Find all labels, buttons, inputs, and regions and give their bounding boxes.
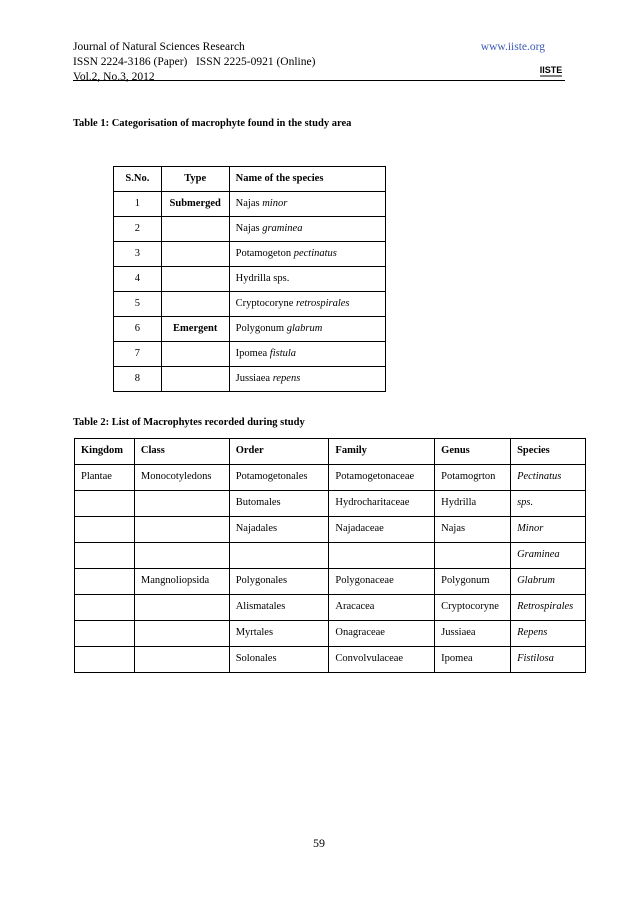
table2-kingdom-cell — [75, 569, 135, 595]
table1-type-cell — [161, 242, 229, 267]
header-divider — [73, 80, 565, 81]
table1-sno-cell: 7 — [114, 342, 162, 367]
table1-row — [114, 317, 386, 342]
table2-class-cell — [134, 621, 229, 647]
table1-row — [114, 292, 386, 317]
table2-genus-cell: Najas — [435, 517, 511, 543]
table1-header-type: Type — [161, 167, 229, 192]
table2-header-family: Family — [329, 439, 435, 465]
table1-species-cell — [229, 292, 385, 317]
table2-species-cell: Minor — [511, 517, 586, 543]
table2-family-cell: Polygonaceae — [329, 569, 435, 595]
table2-family-cell: Hydrocharitaceae — [329, 491, 435, 517]
table2-species-cell: Glabrum — [511, 569, 586, 595]
table2-header-species: Species — [511, 439, 586, 465]
table2-order-cell: Alismatales — [229, 595, 329, 621]
table1-type-cell: Emergent — [161, 317, 229, 342]
table2-row — [75, 465, 586, 491]
table1-sno-cell: 3 — [114, 242, 162, 267]
table2-row — [75, 569, 586, 595]
page-number: 59 — [313, 836, 325, 850]
table2-order-cell: Najadales — [229, 517, 329, 543]
species-epithet: pectinatus — [293, 248, 337, 259]
table2-macrophyte-taxonomy — [74, 438, 586, 673]
table2-header-kingdom: Kingdom — [75, 439, 135, 465]
species-genus: Najas — [235, 198, 263, 209]
table2-family-cell: Aracacea — [329, 595, 435, 621]
table2-row — [75, 621, 586, 647]
table1-type-cell — [161, 292, 229, 317]
table2-family-cell — [329, 543, 435, 569]
table2-row — [75, 543, 586, 569]
table2-kingdom-cell — [75, 621, 135, 647]
table1-header-sno: S.No. — [114, 167, 162, 192]
table2-kingdom-cell — [75, 517, 135, 543]
journal-url-link[interactable]: www.iiste.org — [480, 41, 545, 53]
species-genus: Cryptocoryne — [235, 298, 297, 309]
table2-species-cell: Pectinatus — [511, 465, 586, 491]
table2-kingdom-cell — [75, 491, 135, 517]
table2-order-cell — [229, 543, 329, 569]
table2-class-cell — [134, 517, 229, 543]
species-genus: Ipomea — [235, 348, 270, 359]
species-genus: Najas — [235, 223, 263, 234]
table1-header-row — [114, 167, 386, 192]
table2-genus-cell: Cryptocoryne — [435, 595, 511, 621]
table2-genus-cell: Polygonum — [435, 569, 511, 595]
table2-class-cell: Mangnoliopsida — [134, 569, 229, 595]
table1-species-cell — [229, 342, 385, 367]
species-genus: Jussiaea — [235, 373, 273, 384]
logo-text: IISTE — [539, 65, 563, 75]
table1-row — [114, 367, 386, 392]
table2-family-cell: Potamogetonaceae — [329, 465, 435, 491]
table2-caption: Table 2: List of Macrophytes recorded during study — [73, 417, 305, 428]
table1-type-cell — [161, 267, 229, 292]
table2-genus-cell — [435, 543, 511, 569]
table1-sno-cell: 1 — [114, 192, 162, 217]
species-epithet: minor — [262, 198, 288, 209]
table2-species-cell: Graminea — [511, 543, 586, 569]
species-genus: Polygonum — [235, 323, 287, 334]
table2-class-cell — [134, 595, 229, 621]
table2-species-cell: Fistilosa — [511, 647, 586, 673]
table2-header-class: Class — [134, 439, 229, 465]
table2-class-cell — [134, 543, 229, 569]
table1-row — [114, 217, 386, 242]
table2-genus-cell: Potamogrton — [435, 465, 511, 491]
table2-family-cell: Najadaceae — [329, 517, 435, 543]
table1-row — [114, 192, 386, 217]
table2-kingdom-cell — [75, 543, 135, 569]
table2-order-cell: Polygonales — [229, 569, 329, 595]
volume-line: Vol.2, No.3, 2012 — [73, 71, 155, 83]
table2-genus-cell: Ipomea — [435, 647, 511, 673]
table2-row — [75, 595, 586, 621]
table2-order-cell: Solonales — [229, 647, 329, 673]
table2-species-cell: Repens — [511, 621, 586, 647]
table2-header-order: Order — [229, 439, 329, 465]
iiste-logo — [539, 59, 563, 77]
table2-kingdom-cell — [75, 647, 135, 673]
species-epithet: graminea — [262, 223, 303, 234]
table2-header-genus: Genus — [435, 439, 511, 465]
table1-sno-cell: 4 — [114, 267, 162, 292]
table1-row — [114, 242, 386, 267]
running-header — [73, 40, 568, 85]
table2-row — [75, 647, 586, 673]
table1-type-cell — [161, 367, 229, 392]
journal-name: Journal of Natural Sciences Research — [73, 41, 245, 53]
table1-type-cell — [161, 217, 229, 242]
table1-sno-cell: 8 — [114, 367, 162, 392]
table1-species-cell — [229, 367, 385, 392]
table2-row — [75, 517, 586, 543]
table2-order-cell: Potamogetonales — [229, 465, 329, 491]
issn-line: ISSN 2224-3186 (Paper) ISSN 2225-0921 (Online) — [73, 56, 316, 68]
table1-caption: Table 1: Categorisation of macrophyte found in the study area — [73, 118, 352, 129]
species-epithet: fistula — [269, 348, 297, 359]
table2-kingdom-cell: Plantae — [75, 465, 135, 491]
species-epithet: glabrum — [286, 323, 323, 334]
table2-species-cell: sps. — [511, 491, 586, 517]
table2-kingdom-cell — [75, 595, 135, 621]
table2-class-cell: Monocotyledons — [134, 465, 229, 491]
table1-row — [114, 342, 386, 367]
table2-family-cell: Convolvulaceae — [329, 647, 435, 673]
table1-species-cell — [229, 192, 385, 217]
table1-sno-cell: 5 — [114, 292, 162, 317]
table1-row — [114, 267, 386, 292]
table1-species-cell — [229, 317, 385, 342]
table1-header-species: Name of the species — [229, 167, 385, 192]
table1-type-cell: Submerged — [161, 192, 229, 217]
table1-sno-cell: 2 — [114, 217, 162, 242]
table2-family-cell: Onagraceae — [329, 621, 435, 647]
table1-sno-cell: 6 — [114, 317, 162, 342]
species-epithet: retrospirales — [296, 298, 350, 309]
table2-genus-cell: Hydrilla — [435, 491, 511, 517]
table2-genus-cell: Jussiaea — [435, 621, 511, 647]
species-epithet: repens — [272, 373, 301, 384]
table1-species-cell — [229, 217, 385, 242]
table1-macrophyte-categorisation — [113, 166, 386, 392]
table2-class-cell — [134, 491, 229, 517]
species-genus: Potamogeton — [235, 248, 294, 259]
table2-species-cell: Retrospirales — [511, 595, 586, 621]
table2-row — [75, 491, 586, 517]
table2-header-row — [75, 439, 586, 465]
table1-species-cell — [229, 267, 385, 292]
table1-type-cell — [161, 342, 229, 367]
table2-class-cell — [134, 647, 229, 673]
table2-order-cell: Myrtales — [229, 621, 329, 647]
table1-species-cell — [229, 242, 385, 267]
table2-order-cell: Butomales — [229, 491, 329, 517]
species-genus: Hydrilla sps. — [235, 273, 290, 284]
